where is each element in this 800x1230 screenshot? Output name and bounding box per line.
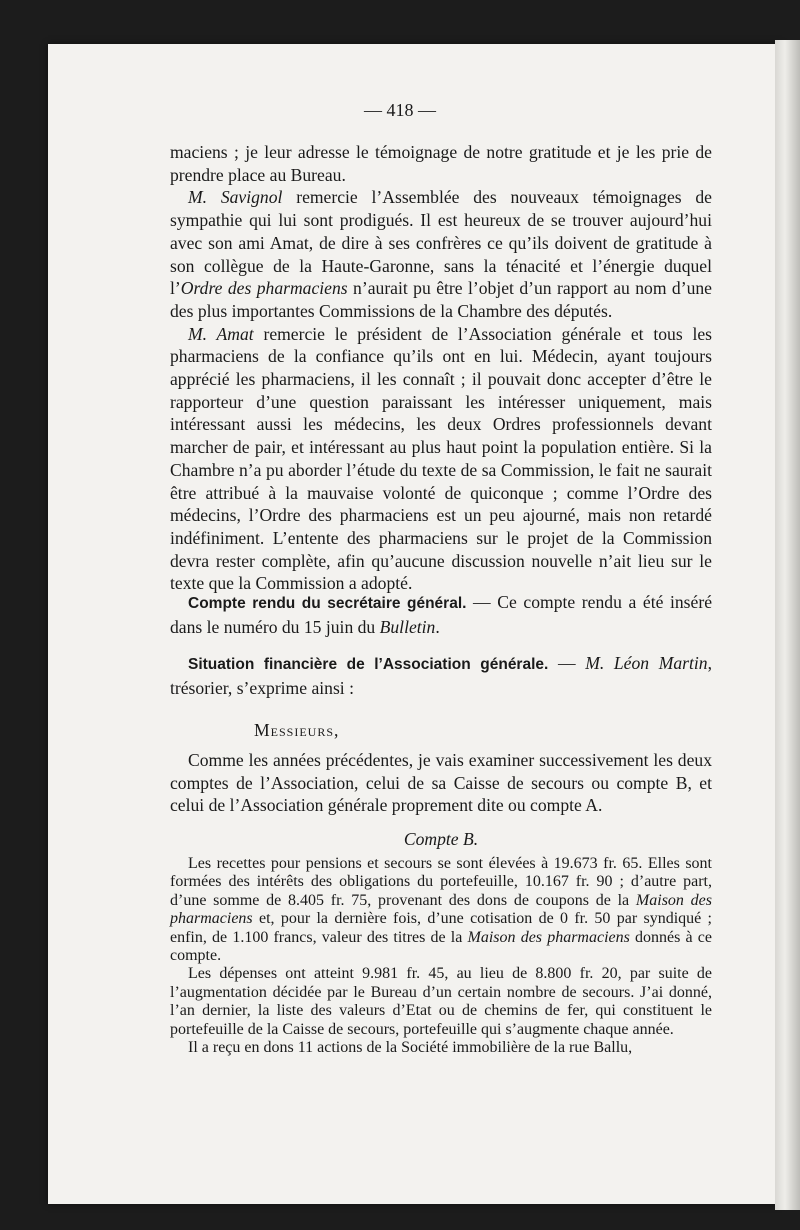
paragraph-intro: Comme les années précédentes, je vais examiner successivement les deux comptes de l’Association, celui de sa Caisse de secours ou compte B, et celui de l’Association générale proprement dite ou compte A. [170,750,712,816]
paragraph-amat: M. Amat remercie le président de l’Association générale et tous les pharmaciens de la confiance qu’ils ont en lui. Médecin, ayant toujours apprécié les pharmaciens, il les connaît ; il pouvait donc accepter d’être le rapporteur d’une question paraissant les intéresser uniquement, mais intéressant aussi les médecins, les deux Ordres professionnels devant marcher de pair, et intéressant au plus haut point la population entière. Si la Chambre n’a pu aborder l’étude du texte de sa Commission, le fait ne saurait être attribué à la mauvaise volonté de quiconque ; comme l’Ordre des médecins, l’Ordre des pharmaciens est un peu ajourné, mais non retardé indéfiniment. L’entente des pharmaciens sur le projet de la Commission devra rester complète, afin qu’aucune discussion nouvelle n’ait lieu sur le texte que la Commission a adopté. [170,323,713,594]
paragraph-1: maciens ; je leur adresse le témoignage de notre gratitude et je les prie de prendre place au Bureau. [170,142,712,185]
section-secretary-report [170,591,712,638]
section-heading: Compte rendu du secrétaire général. [188,595,467,612]
subheading-block [170,828,712,851]
section-financial [170,652,712,699]
account-b-text [170,855,712,1057]
section-heading: Situation financière de l’Association générale. [188,656,549,673]
paragraph-dons: Il a reçu en dons 11 actions de la Société immobilière de la rue Ballu, [188,1039,633,1057]
paragraph-situation: Situation financière de l’Association générale. — M. Léon Martin, trésorier, s’exprime ainsi : [170,653,712,698]
paragraph-compte-rendu: Compte rendu du secrétaire général. — Ce compte rendu a été inséré dans le numéro du 15 juin du Bulletin. [170,592,713,637]
subheading: Compte B. [403,829,479,849]
paragraph-savignol: M. Savignol remercie l’Assemblée des nouveaux témoignages de sympathie qui lui sont prodigués. Il est heureux de se trouver aujourd’hui avec son ami Amat, de dire à ses confrères ce qu’ils doivent de gratitude à son collègue de la Haute-Garonne, sans la ténacité et l’énergie duquel l’Ordre des pharmaciens n’aurait pu être l’objet d’un rapport au nom d’une des plus importantes Commissions de la Chambre des députés. [170,187,712,321]
next-page-edge [775,40,800,1210]
page-number: — 418 — [364,100,436,120]
intro-block [170,749,712,817]
paragraph-recettes: Les recettes pour pensions et secours se sont élevées à 19.673 fr. 65. Elles sont formées des intérêts des obligations du portefeuille, 10.167 fr. 90 ; d’autre part, d’une somme de 8.405 fr. 75, provenant des dons de coupons de la Maison des pharmaciens et, pour la dernière fois, d’une cotisation de 0 fr. 50 par syndiqué ; enfin, de 1.100 francs, valeur des titres de la Maison des pharmaciens donnés à ce compte. [170,855,713,965]
paragraph-depenses: Les dépenses ont atteint 9.981 fr. 45, au lieu de 8.800 fr. 20, par suite de l’augmentation décidée par le Bureau d’un certain nombre de secours. J’ai donné, l’an dernier, la liste des valeurs d’Etat ou de chemins de fer, qui constituent le portefeuille de la Caisse de secours, portefeuille qui s’augmente chaque année. [170,965,712,1038]
salutation-block [170,719,712,742]
speaker-name: M. Amat [188,323,254,344]
speaker-name: M. Savignol [188,187,283,208]
body-text-upper [170,141,712,595]
salutation: Messieurs, [254,720,340,740]
